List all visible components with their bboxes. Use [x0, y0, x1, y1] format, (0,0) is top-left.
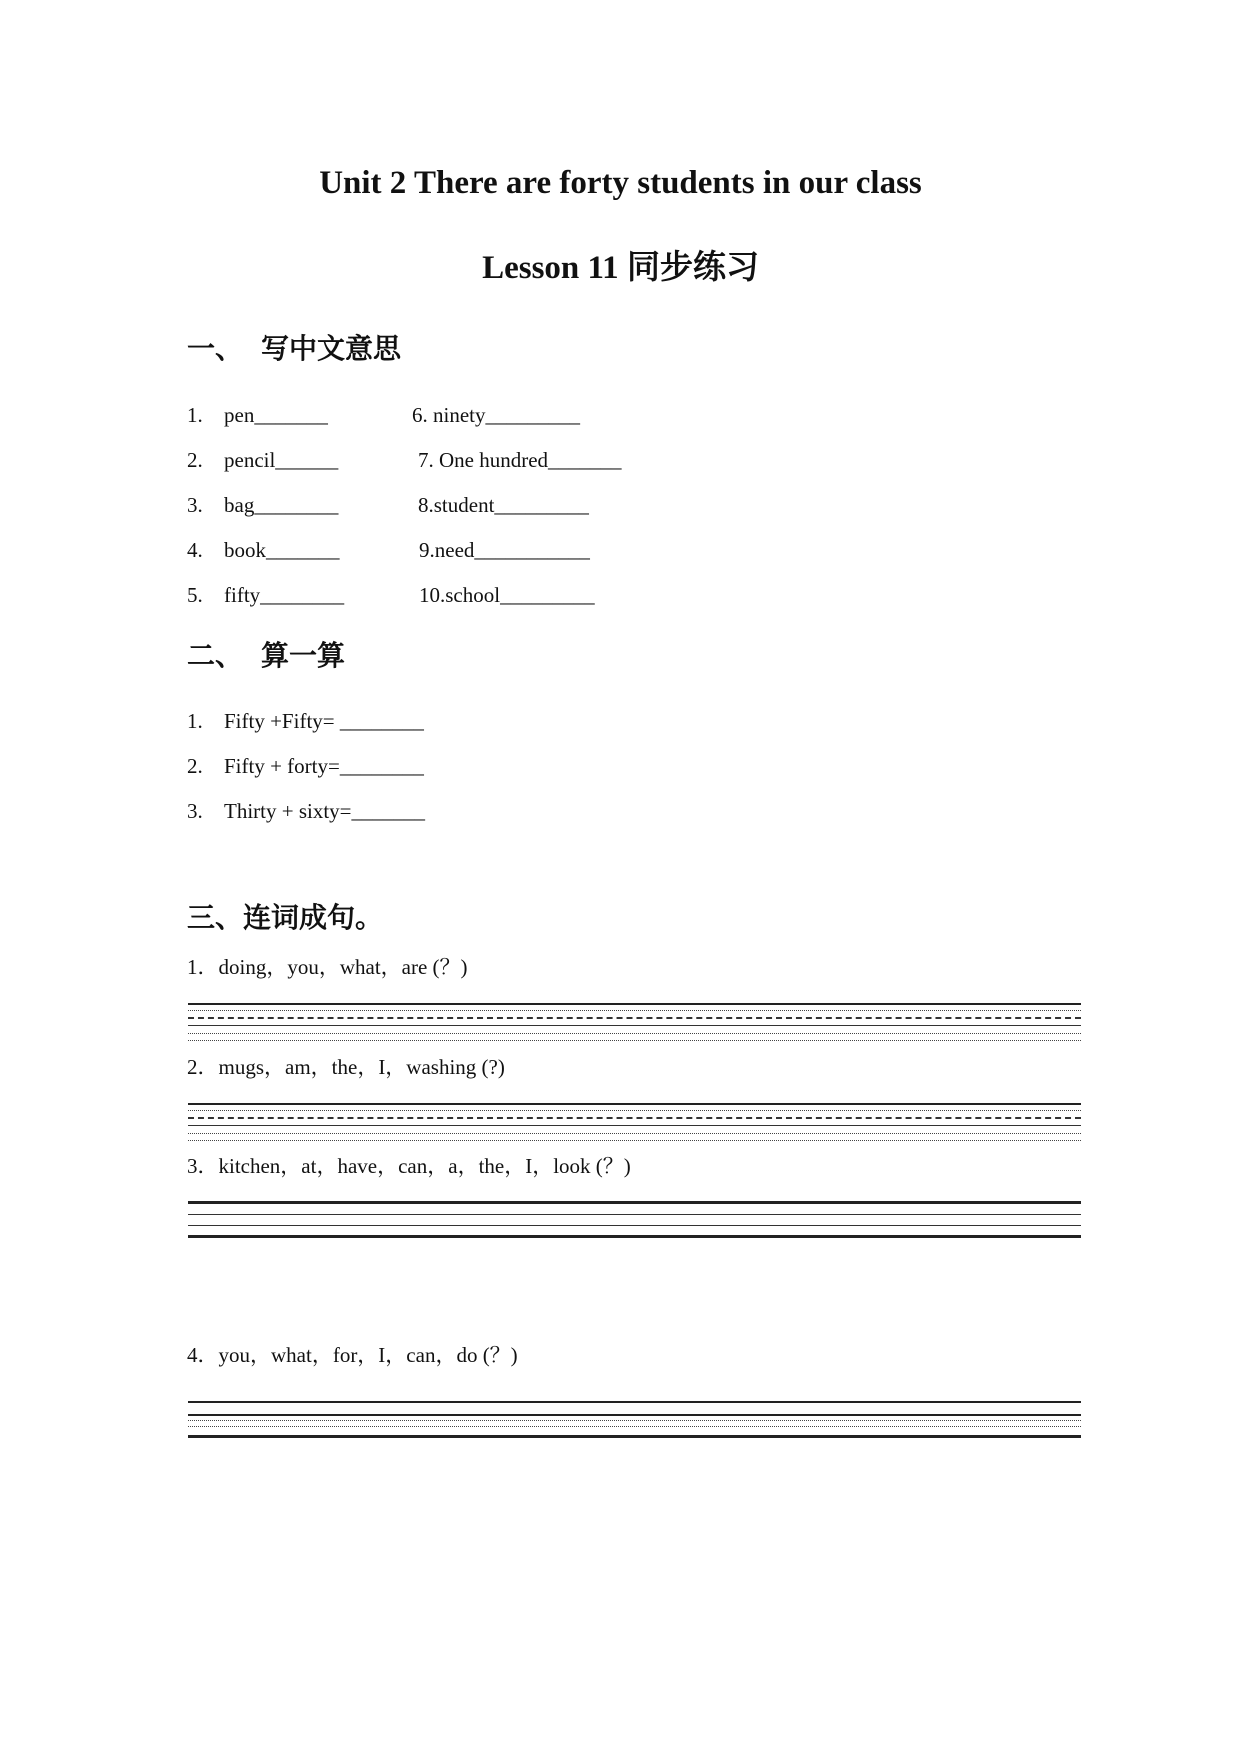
- writing-line: [188, 1435, 1081, 1438]
- sentence-question: 4．you，what，for，I，can，do (？): [187, 1343, 518, 1367]
- vocab-number: 1.: [187, 403, 203, 427]
- math-item: Fifty +Fifty= ________: [224, 709, 424, 733]
- document-title: [0, 163, 1241, 203]
- writing-line: [188, 1426, 1081, 1427]
- writing-line: [188, 1133, 1081, 1134]
- section-2-title: 算一算: [261, 639, 346, 672]
- section-3-title: 三、连词成句。: [187, 901, 384, 934]
- writing-line: [188, 1110, 1081, 1111]
- vocab-number: 5.: [187, 583, 203, 607]
- vocab-number: 3.: [187, 493, 203, 517]
- writing-line: [188, 1420, 1081, 1421]
- section-2-number: 二、: [187, 639, 244, 672]
- vocab-item: bag________: [224, 493, 339, 517]
- math-number: 2.: [187, 754, 203, 778]
- section-1-number: 一、: [187, 332, 244, 365]
- writing-line: [188, 1033, 1081, 1034]
- writing-line: [188, 1040, 1081, 1041]
- section-3-heading: [187, 900, 383, 936]
- writing-line: [188, 1003, 1081, 1005]
- writing-line: [188, 1414, 1081, 1416]
- sentence-question: 1．doing，you，what，are (？): [187, 955, 468, 979]
- writing-line: [188, 1214, 1081, 1215]
- writing-line: [188, 1140, 1081, 1141]
- math-number: 3.: [187, 799, 203, 823]
- writing-line: [188, 1125, 1081, 1126]
- vocab-item: 8.student_________: [418, 493, 589, 517]
- math-item: Fifty + forty=________: [224, 754, 424, 778]
- math-number: 1.: [187, 709, 203, 733]
- writing-line: [188, 1225, 1081, 1226]
- sentence-question: 2．mugs，am，the，I，washing (?): [187, 1055, 505, 1079]
- writing-line: [188, 1201, 1081, 1204]
- writing-line: [188, 1010, 1081, 1011]
- vocab-number: 4.: [187, 538, 203, 562]
- section-1-title: 写中文意思: [261, 332, 402, 365]
- section-2-heading: [187, 638, 345, 674]
- writing-line: [188, 1025, 1081, 1026]
- document-subtitle: [0, 247, 1241, 288]
- vocab-number: 2.: [187, 448, 203, 472]
- writing-line: [188, 1235, 1081, 1238]
- vocab-item: 9.need___________: [419, 538, 590, 562]
- lesson-suffix: 同步练习: [626, 247, 759, 286]
- writing-line: [188, 1117, 1081, 1119]
- vocab-item: fifty________: [224, 583, 345, 607]
- vocab-item: 10.school_________: [419, 583, 595, 607]
- vocab-item: 7. One hundred_______: [418, 448, 622, 472]
- vocab-item: pencil______: [224, 448, 339, 472]
- title-text: Unit 2 There are forty students in our class: [319, 165, 922, 201]
- writing-line: [188, 1017, 1081, 1019]
- vocab-item: pen_______: [224, 403, 328, 427]
- lesson-label: Lesson 11: [482, 250, 619, 286]
- vocab-item: 6. ninety_________: [412, 403, 580, 427]
- writing-line: [188, 1401, 1081, 1403]
- vocab-item: book_______: [224, 538, 340, 562]
- math-item: Thirty + sixty=_______: [224, 799, 426, 823]
- sentence-question: 3．kitchen，at，have，can，a，the，I，look (？): [187, 1154, 631, 1178]
- section-1-heading: [187, 331, 401, 367]
- writing-line: [188, 1103, 1081, 1105]
